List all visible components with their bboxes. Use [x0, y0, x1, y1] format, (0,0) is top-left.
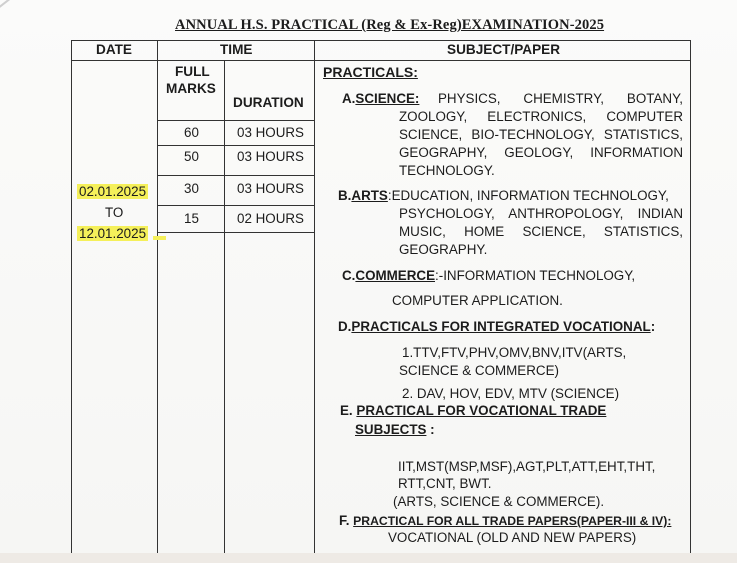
full-marks-value: 50 — [184, 149, 199, 164]
commerce-first-line: :-INFORMATION TECHNOLOGY, — [435, 268, 636, 283]
commerce-heading: C.COMMERCE:-INFORMATION TECHNOLOGY, — [342, 268, 636, 283]
trade-line: RTT,CNT, BWT. — [398, 476, 492, 491]
arts-line: PSYCHOLOGY, ANTHROPOLOGY, INDIAN — [399, 206, 683, 221]
all-trade-line: VOCATIONAL (OLD AND NEW PAPERS) — [388, 530, 637, 545]
date-range-start — [79, 183, 148, 201]
science-label: SCIENCE: — [355, 91, 420, 106]
arts-line: GEOGRAPHY. — [399, 242, 488, 257]
full-marks-header-line2: MARKS — [166, 81, 216, 96]
duration-header: DURATION — [233, 95, 304, 110]
vocational-heading: D.PRACTICALS FOR INTEGRATED VOCATIONAL: — [338, 319, 656, 334]
science-line: TECHNOLOGY. — [399, 163, 495, 178]
full-marks-header-line1: FULL — [175, 64, 210, 79]
arts-first-line: :EDUCATION, INFORMATION TECHNOLOGY, — [387, 188, 669, 203]
date-header: DATE — [96, 42, 132, 57]
vocational-line: 2. DAV, HOV, EDV, MTV (SCIENCE) — [402, 386, 620, 401]
schedule-row-line — [157, 120, 314, 121]
document-title: ANNUAL H.S. PRACTICAL (Reg & Ex-Reg)EXAMINATION-2025 — [175, 17, 605, 33]
trade-line: IIT,MST(MSP,MSF),AGT,PLT,ATT,EHT,THT, — [398, 459, 656, 474]
date-range-end-text: 12.01.2025 — [79, 226, 147, 241]
time-column-divider — [314, 40, 315, 556]
marks-column-divider — [224, 60, 225, 556]
page-corner-mark — [0, 0, 43, 12]
science-line: ZOOLOGY, ELECTRONICS, COMPUTER — [399, 109, 683, 124]
schedule-row-line — [157, 205, 314, 206]
science-line: GEOGRAPHY, GEOLOGY, INFORMATION — [399, 145, 683, 160]
vocational-line: SCIENCE & COMMERCE) — [399, 363, 559, 378]
vocational-line: 1.TTV,FTV,PHV,OMV,BNV,ITV(ARTS, — [402, 345, 627, 360]
commerce-label: COMMERCE — [355, 268, 436, 283]
highlight-stroke — [153, 236, 166, 240]
science-line: PHYSICS, CHEMISTRY, BOTANY, — [438, 91, 683, 106]
arts-line: MUSIC, HOME SCIENCE, STATISTICS, — [399, 224, 683, 239]
science-line: SCIENCE, BIO-TECHNOLOGY, STATISTICS, — [399, 127, 683, 142]
trade-label: PRACTICAL FOR VOCATIONAL TRADE — [356, 403, 607, 418]
schedule-row-line — [157, 145, 314, 146]
table-left-border — [71, 40, 72, 556]
duration-value: 02 HOURS — [237, 211, 304, 226]
practicals-heading: PRACTICALS: — [323, 64, 418, 80]
schedule-row-line — [157, 232, 314, 233]
duration-value: 03 HOURS — [237, 125, 304, 140]
date-column-divider — [157, 40, 158, 556]
time-header: TIME — [220, 42, 253, 57]
full-marks-value: 30 — [184, 181, 199, 196]
trade-line: (ARTS, SCIENCE & COMMERCE). — [393, 494, 605, 509]
duration-value: 03 HOURS — [237, 181, 304, 196]
date-range-start-text: 02.01.2025 — [79, 184, 147, 199]
trade-label-subjects: SUBJECTS — [355, 422, 427, 437]
duration-value: 03 HOURS — [237, 149, 304, 164]
table-top-border — [71, 40, 691, 41]
science-heading: A.SCIENCE: — [342, 91, 420, 106]
schedule-row-line — [157, 175, 314, 176]
vocational-label: PRACTICALS FOR INTEGRATED VOCATIONAL — [351, 319, 651, 334]
commerce-line: COMPUTER APPLICATION. — [392, 293, 563, 308]
header-bottom-border — [71, 60, 691, 61]
date-range-end — [79, 225, 148, 243]
subject-header: SUBJECT/PAPER — [447, 42, 561, 57]
all-trade-heading: F. PRACTICAL FOR ALL TRADE PAPERS(PAPER-III & IV): — [339, 513, 672, 528]
all-trade-label: PRACTICAL FOR ALL TRADE PAPERS(PAPER-III & IV): — [353, 514, 672, 528]
arts-heading: B.ARTS:EDUCATION, INFORMATION TECHNOLOGY, — [338, 188, 669, 203]
trade-heading: E. PRACTICAL FOR VOCATIONAL TRADE — [340, 403, 607, 418]
full-marks-value: 60 — [184, 125, 199, 140]
trade-heading-line2: SUBJECTS : — [355, 422, 435, 437]
table-right-border — [690, 40, 691, 556]
page-bottom-edge — [0, 553, 737, 563]
full-marks-value: 15 — [184, 211, 199, 226]
date-range-to: TO — [105, 205, 124, 220]
arts-label: ARTS — [351, 188, 388, 203]
